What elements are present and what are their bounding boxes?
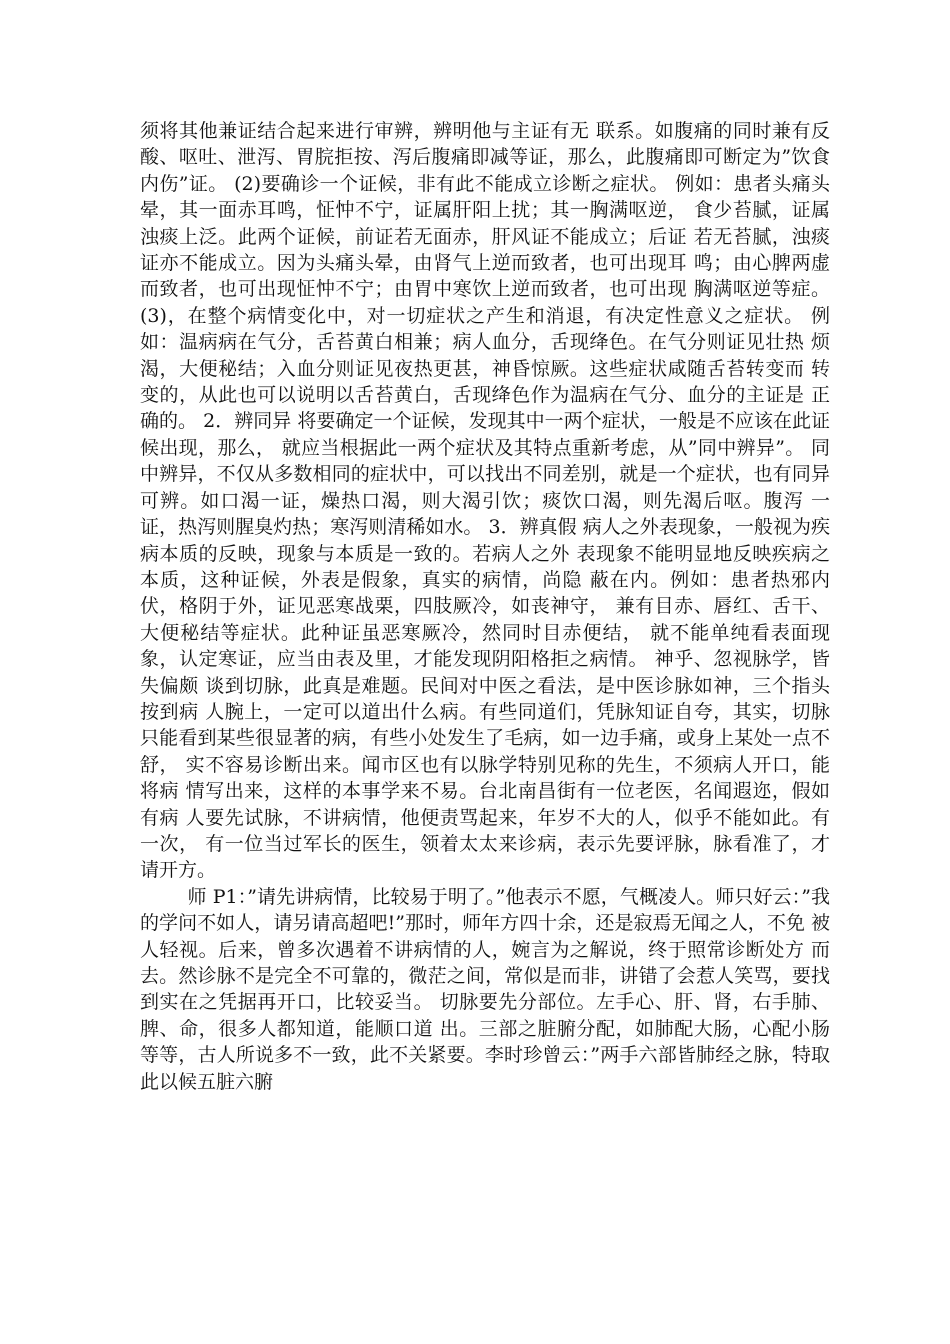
body-paragraph-2: 师 P1：”请先讲病情，比较易于明了。”他表示不愿，气概凌人。师只好云：”我 的学问不如人，请另请高超吧!”那时，师年方四十余，还是寂焉无闻之人，不免 被人轻视。后来，曾多次遇着不讲病情的人，婉言为之解说，终于照常诊断处方 而去。然诊脉不是完全不可靠的，微茫之间，常似是而非，讲错了会惹人笑骂，要找到实在之凭据再开口，比较妥当。 切脉要先分部位。左手心、肝、肾，右手肺、脾、命，很多人都知道，能顺口道 出。三部之脏腑分配，如肺配大肠，心配小肠等等，古人所说多不一致，此不关紧要。李时珍曾云：”两手六部皆肺经之脉，特取此以候五脏六腑 [140, 885, 830, 1093]
document-page [140, 118, 830, 1095]
body-paragraph-1: 须将其他兼证结合起来进行审辨，辨明他与主证有无 联系。如腹痛的同时兼有反酸、呕吐、泄泻、胃脘拒按、泻后腹痛即减等证，那么，此腹痛即可断定为”饮食内伤”证。 (2)要确诊一个证候，非有此不能成立诊断之症状。 例如：患者头痛头晕，其一面赤耳鸣，怔忡不宁，证属肝阳上扰；其一胸满呕逆， 食少苔腻，证属浊痰上泛。此两个证候，前证若无面赤，肝风证不能成立；后证 若无苔腻，浊痰证亦不能成立。因为头痛头晕，由肾气上逆而致者，也可出现耳 鸣；由心脾两虚而致者，也可出现怔忡不宁；由胃中寒饮上逆而致者，也可出现 胸满呕逆等症。 (3)，在整个病情变化中，对一切症状之产生和消退，有决定性意义之症状。 例如：温病病在气分，舌苔黄白相兼；病人血分，舌现绛色。在气分则证见壮热 烦渴，大便秘结；入血分则证见夜热更甚，神昏惊厥。这些症状咸随舌苔转变而 转变的，从此也可以说明以舌苔黄白，舌现绛色作为温病在气分、血分的主证是 正确的。 2．辨同异 将要确定一个证候，发现其中一两个症状，一般是不应该在此证候出现，那么， 就应当根据此一两个症状及其特点重新考虑，从”同中辨异”。 同中辨异，不仅从多数相同的症状中，可以找出不同差别，就是一个症状，也有同异可辨。如口渴一证，燥热口渴，则大渴引饮；痰饮口渴，则先渴后呕。腹泻 一证，热泻则腥臭灼热；寒泻则清稀如水。 3．辨真假 病人之外表现象，一般视为疾病本质的反映，现象与本质是一致的。若病人之外 表现象不能明显地反映疾病之本质，这种证候，外表是假象，真实的病情，尚隐 蔽在内。例如：患者热邪内伏，格阴于外，证见恶寒战栗，四肢厥冷，如丧神守， 兼有目赤、唇红、舌干、大便秘结等症状。此种证虽恶寒厥冷，然同时目赤便结， 就不能单纯看表面现象，认定寒证，应当由表及里，才能发现阴阳格拒之病情。 神乎、忽视脉学，皆失偏颇 谈到切脉，此真是难题。民间对中医之看法，是中医诊脉如神，三个指头按到病 人腕上，一定可以道出什么病。有些同道们，凭脉知证自夸，其实，切脉只能看到某些很显著的病，有些小处发生了毛病，如一边手痛，或身上某处一点不舒， 实不容易诊断出来。闻市区也有以脉学特别见称的先生，不须病人开口，能将病 情写出来，这样的本事学来不易。台北南昌街有一位老医，名闻遐迩，假如有病 人要先试脉，不讲病情，他便责骂起来，年岁不大的人，似乎不能如此。有一次， 有一位当过军长的医生，领着太太来诊病，表示先要评脉，脉看准了，才请开方。 [140, 120, 830, 882]
